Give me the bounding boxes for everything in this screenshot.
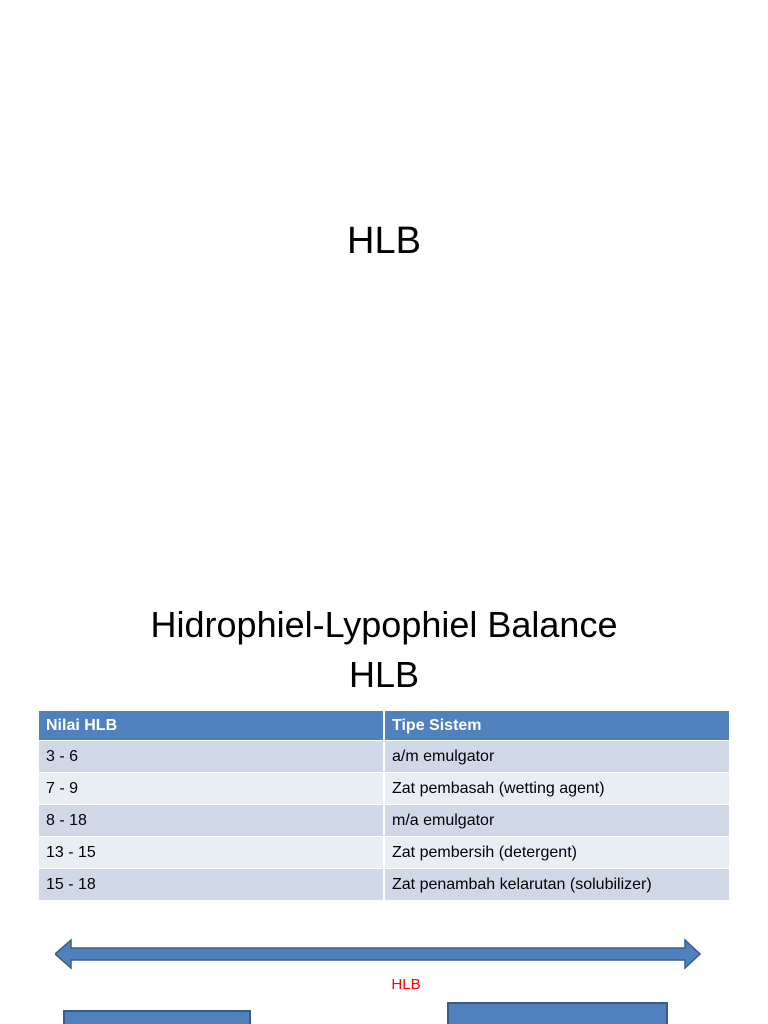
table-cell-tipe: m/a emulgator [384, 805, 729, 837]
slide-heading [0, 600, 768, 700]
table-header-row [39, 711, 729, 741]
scale-box-right [447, 1002, 668, 1024]
table-cell-tipe: Zat pembasah (wetting agent) [384, 773, 729, 805]
column-header-nilai-hlb: Nilai HLB [39, 711, 384, 741]
hlb-scale-label: HLB [391, 976, 421, 993]
column-header-tipe-sistem: Tipe Sistem [384, 711, 729, 741]
double-arrow-icon [55, 938, 701, 970]
table-cell-nilai: 7 - 9 [39, 773, 384, 805]
scale-box-left [63, 1010, 251, 1024]
table-row [39, 805, 729, 837]
slide-heading-line-1: Hidrophiel-Lypophiel Balance [150, 604, 618, 645]
slide-title: HLB [347, 220, 421, 262]
table-cell-nilai: 3 - 6 [39, 741, 384, 773]
table-row [39, 869, 729, 901]
slide-heading-line-2: HLB [348, 654, 420, 695]
table-cell-tipe: Zat penambah kelarutan (solubilizer) [384, 869, 729, 901]
table-row [39, 741, 729, 773]
table-cell-tipe: a/m emulgator [384, 741, 729, 773]
hlb-table [39, 711, 729, 901]
table-row [39, 837, 729, 869]
table-cell-nilai: 8 - 18 [39, 805, 384, 837]
table-row [39, 773, 729, 805]
table-cell-nilai: 15 - 18 [39, 869, 384, 901]
table-cell-tipe: Zat pembersih (detergent) [384, 837, 729, 869]
table-cell-nilai: 13 - 15 [39, 837, 384, 869]
